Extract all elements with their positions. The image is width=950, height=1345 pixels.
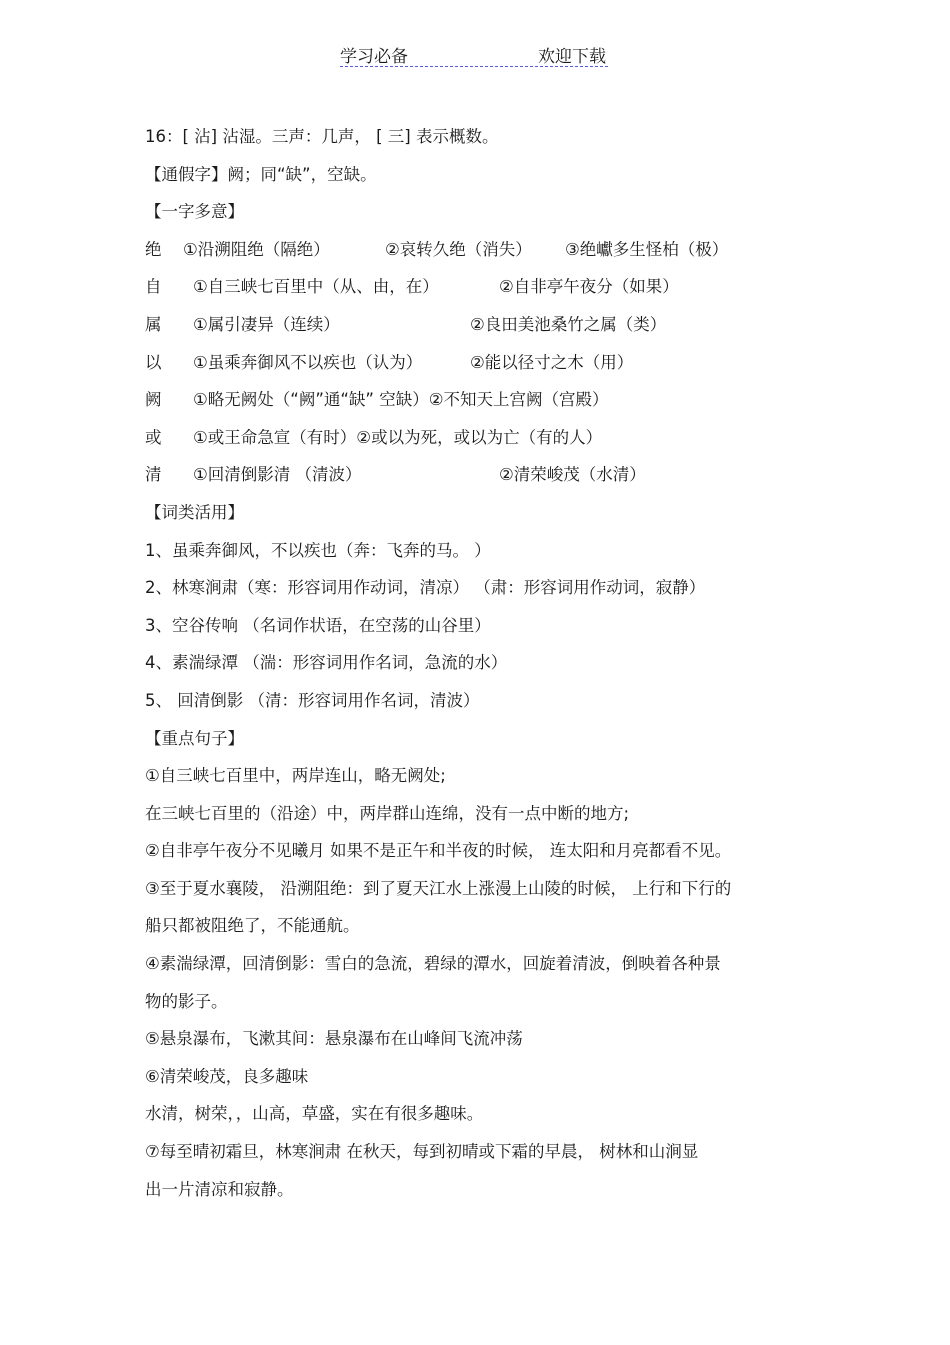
wordclass-item: 4、素湍绿潭 （湍：形容词用作名词，急流的水） xyxy=(145,653,508,673)
polysemy-sense-1: ①自三峡七百里中（从、由，在） xyxy=(193,277,439,297)
tongjiazi-note: 【通假字】阙；同“缺”，空缺。 xyxy=(145,164,377,184)
header-left-text: 学习必备 xyxy=(340,47,408,67)
wordclass-heading: 【词类活用】 xyxy=(145,502,244,522)
key-sentence-line: ③至于夏水襄陵， 沿溯阻绝：到了夏天江水上涨漫上山陵的时候， 上行和下行的 xyxy=(145,878,732,898)
header-right-text: 欢迎下载 xyxy=(538,47,606,67)
polysemy-word: 清 xyxy=(145,465,162,485)
polysemy-row xyxy=(145,456,810,494)
polysemy-sense-3: ③绝巘多生怪柏（极） xyxy=(565,239,729,259)
polysemy-sense-1: ①属引凄异（连续） xyxy=(193,314,340,334)
key-sentence-line: 水清，树荣，，山高，草盛，实在有很多趣味。 xyxy=(145,1104,484,1124)
page-header xyxy=(340,40,608,67)
polysemy-row xyxy=(145,306,810,344)
key-sentence-line: 在三峡七百里的（沿途）中，两岸群山连绵，没有一点中断的地方; xyxy=(145,803,630,823)
key-sentence-line: ⑦每至晴初霜旦，林寒涧肃 在秋天，每到初晴或下霜的早晨， 树林和山涧显 xyxy=(145,1142,699,1162)
polysemy-sense-1: ①或王命急宣（有时）②或以为死，或以为亡（有的人） xyxy=(193,427,603,447)
polysemy-word: 绝 xyxy=(145,239,162,259)
pronunciation-note: 16：[ 沾] 沾湿。三声：几声， [ 三] 表示概数。 xyxy=(145,127,499,146)
polysemy-sense-2: ②自非亭午夜分（如果） xyxy=(499,277,679,297)
polysemy-sense-1: ①回清倒影清 （清波） xyxy=(193,465,362,485)
polysemy-sense-2: ②能以径寸之木（用） xyxy=(470,352,634,372)
polysemy-word: 自 xyxy=(145,277,162,297)
polysemy-row xyxy=(145,419,810,457)
polysemy-row xyxy=(145,381,810,419)
polysemy-row xyxy=(145,231,810,269)
polysemy-word: 属 xyxy=(145,314,162,334)
polysemy-sense-2: ②哀转久绝（消失） xyxy=(385,239,532,259)
wordclass-item: 3、空谷传响 （名词作状语，在空荡的山谷里） xyxy=(145,615,491,635)
key-sentence-line: 出一片清凉和寂静。 xyxy=(145,1179,294,1199)
polysemy-word: 以 xyxy=(145,352,162,372)
key-sentence-line: ⑤悬泉瀑布，飞漱其间：悬泉瀑布在山峰间飞流冲荡 xyxy=(145,1029,523,1049)
key-sentence-line: 物的影子。 xyxy=(145,991,228,1011)
polysemy-heading: 【一字多意】 xyxy=(145,202,244,222)
polysemy-word: 或 xyxy=(145,427,162,447)
key-sentence-line: ②自非亭午夜分不见曦月 如果不是正午和半夜的时候， 连太阳和月亮都看不见。 xyxy=(145,841,732,861)
wordclass-item: 2、林寒涧肃（寒：形容词用作动词，清凉） （肃：形容词用作动词，寂静） xyxy=(145,578,706,598)
polysemy-sense-1: ①虽乘奔御风不以疾也（认为） xyxy=(193,352,423,372)
key-sentence-line: 船只都被阻绝了，不能通航。 xyxy=(145,916,360,936)
key-sentence-line: ⑥清荣峻茂，良多趣味 xyxy=(145,1066,309,1086)
key-sentence-line: ①自三峡七百里中，两岸连山，略无阙处; xyxy=(145,766,446,786)
polysemy-sense-1: ①略无阙处（“阙”通“缺” 空缺）②不知天上宫阙（宫殿） xyxy=(193,390,609,410)
key-sentences-heading: 【重点句子】 xyxy=(145,728,244,748)
polysemy-word: 阙 xyxy=(145,390,162,410)
wordclass-item: 5、 回清倒影 （清：形容词用作名词，清波） xyxy=(145,690,480,710)
polysemy-sense-1: ①沿溯阻绝（隔绝） xyxy=(183,239,330,259)
document-body xyxy=(145,118,810,1208)
polysemy-sense-2: ②良田美池桑竹之属（类） xyxy=(470,314,667,334)
key-sentence-line: ④素湍绿潭，回清倒影：雪白的急流，碧绿的潭水，回旋着清波，倒映着各种景 xyxy=(145,954,721,974)
polysemy-row xyxy=(145,344,810,382)
polysemy-sense-2: ②清荣峻茂（水清） xyxy=(499,465,646,485)
polysemy-row xyxy=(145,268,810,306)
wordclass-item: 1、虽乘奔御风，不以疾也（奔：飞奔的马。 ） xyxy=(145,540,491,560)
